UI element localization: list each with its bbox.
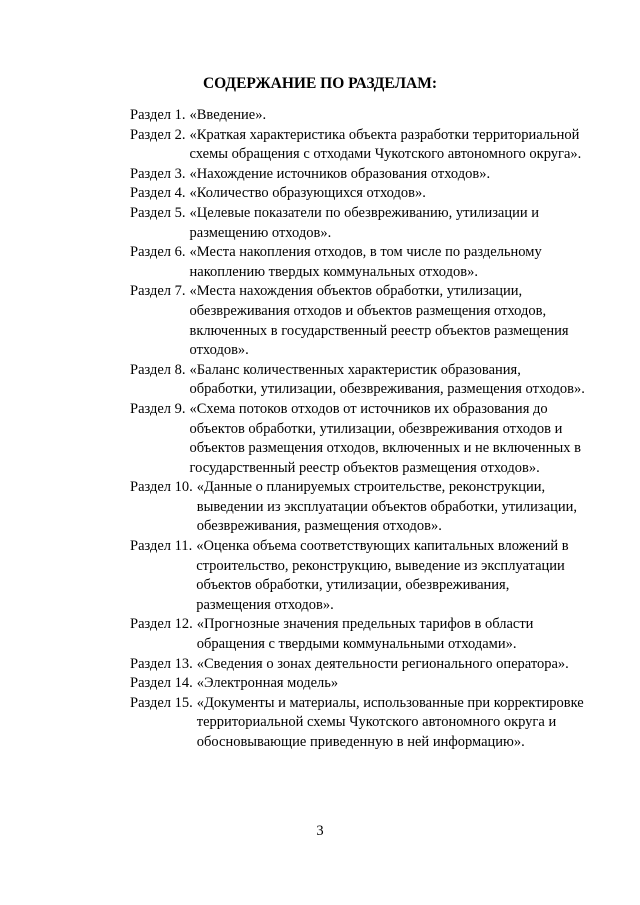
toc-entry-text xyxy=(197,615,534,654)
toc-entry xyxy=(130,361,630,400)
toc-entry-line: «Места накопления отходов, в том числе по раздельному xyxy=(189,244,542,261)
toc-entry-label: Раздел 15. xyxy=(130,694,193,711)
toc-entry-line: «Схема потоков отходов от источников их образования до xyxy=(189,400,548,417)
toc-entry-line: «Количество образующихся отходов». xyxy=(189,185,426,202)
toc-entry-line: объектов обработки, утилизации, обезвреживания отходов и xyxy=(189,420,563,437)
toc-entry-text xyxy=(190,204,540,243)
toc-entry xyxy=(130,537,630,615)
toc-entry xyxy=(130,478,630,537)
toc-entry-line: «Сведения о зонах деятельности регионального оператора». xyxy=(196,655,569,672)
toc-entry-line: обосновывающие приведенную в ней информацию». xyxy=(196,734,525,750)
toc-entry-line: обработки, утилизации, обезвреживания, размещения отходов». xyxy=(189,381,585,398)
toc-entry xyxy=(130,165,630,185)
toc-entry-line: объектов размещения отходов, включенных и не включенных в xyxy=(189,440,581,457)
toc-entry xyxy=(130,694,630,753)
toc-entry-text xyxy=(190,400,581,478)
toc-entry-label: Раздел 12. xyxy=(130,616,193,633)
document-title: СОДЕРЖАНИЕ ПО РАЗДЕЛАМ: xyxy=(202,75,438,92)
toc-entry-line: строительство, реконструкцию, выведение из эксплуатации xyxy=(196,557,565,574)
toc-entry-line: схемы обращения с отходами Чукотского автономного округа». xyxy=(189,146,582,163)
toc-entry-label: Раздел 2. xyxy=(130,126,186,143)
toc-entry-label: Раздел 14. xyxy=(130,675,193,692)
toc-entry xyxy=(130,126,630,165)
toc-entry-line: «Нахождение источников образования отходов». xyxy=(189,165,491,182)
toc-entry-text xyxy=(190,184,426,204)
toc-entry-text xyxy=(190,126,582,165)
toc-entry-label: Раздел 1. xyxy=(130,107,186,123)
toc-entry-line: «Оценка объема соответствующих капитальных вложений в xyxy=(196,538,569,555)
toc-entry-line: «Места нахождения объектов обработки, утилизации, xyxy=(189,283,523,300)
toc-entry-line: включенных в государственный реестр объектов размещения xyxy=(189,322,569,339)
toc-entry-line: объектов обработки, утилизации, обезвреживания, xyxy=(196,577,510,594)
toc-entry-label: Раздел 13. xyxy=(130,655,193,672)
toc-entry-line: обращения с твердыми коммунальными отходами». xyxy=(196,636,517,653)
toc-entry-text xyxy=(190,165,491,185)
toc-entry-label: Раздел 5. xyxy=(130,204,186,221)
toc-entry-text xyxy=(190,106,267,126)
toc-entry-line: «Данные о планируемых строительстве, реконструкции, xyxy=(196,479,546,496)
toc-entry-line: обезвреживания отходов и объектов размещения отходов, xyxy=(189,302,547,319)
toc-entry-line: накоплению твердых коммунальных отходов». xyxy=(189,263,478,280)
toc-entry-text xyxy=(190,282,569,360)
toc-entry-label: Раздел 10. xyxy=(130,479,193,496)
toc-entry-label: Раздел 6. xyxy=(130,244,186,261)
toc-entry-line: «Целевые показатели по обезвреживанию, утилизации и xyxy=(189,204,540,221)
toc-entry xyxy=(130,615,630,654)
toc-entry-text xyxy=(190,361,585,400)
toc-entry-line: «Краткая характеристика объекта разработки территориальной xyxy=(189,126,580,143)
toc-entry-line: «Баланс количественных характеристик образования, xyxy=(189,361,521,378)
toc-entry-text xyxy=(197,674,338,694)
toc-entry-label: Раздел 3. xyxy=(130,165,186,182)
toc-entry xyxy=(130,674,630,694)
toc-entry-line: «Документы и материалы, использованные при корректировке xyxy=(196,694,584,711)
toc-entry xyxy=(130,243,630,282)
toc-entry-line: государственный реестр объектов размещения отходов». xyxy=(189,459,540,476)
toc-entry-text xyxy=(197,694,584,753)
table-of-contents xyxy=(130,106,630,753)
toc-entry xyxy=(130,204,630,243)
toc-entry-text xyxy=(197,655,569,675)
toc-entry-line: обезвреживания, размещения отходов». xyxy=(196,518,442,535)
page-number: 3 xyxy=(316,823,324,839)
toc-entry-label: Раздел 11. xyxy=(130,538,193,555)
toc-entry-text xyxy=(196,537,568,615)
toc-entry xyxy=(130,655,630,675)
toc-entry-label: Раздел 9. xyxy=(130,400,186,417)
toc-entry xyxy=(130,184,630,204)
toc-entry-line: размещению отходов». xyxy=(189,224,332,241)
toc-entry-label: Раздел 8. xyxy=(130,361,186,378)
toc-entry-label: Раздел 7. xyxy=(130,283,186,300)
toc-entry-label: Раздел 4. xyxy=(130,185,186,202)
toc-entry-line: размещения отходов». xyxy=(196,596,334,613)
toc-entry-line: выведении из эксплуатации объектов обработки, утилизации, xyxy=(196,498,577,515)
toc-entry-text xyxy=(197,478,577,537)
toc-entry-line: территориальной схемы Чукотского автономного округа и xyxy=(196,714,557,731)
toc-entry xyxy=(130,106,630,126)
toc-entry xyxy=(130,282,630,360)
toc-entry xyxy=(130,400,630,478)
toc-entry-text xyxy=(190,243,542,282)
toc-entry-line: «Электронная модель» xyxy=(196,675,339,692)
toc-entry-line: отходов». xyxy=(189,342,249,359)
toc-entry-line: «Введение». xyxy=(189,107,267,123)
toc-entry-line: «Прогнозные значения предельных тарифов в области xyxy=(196,616,534,633)
